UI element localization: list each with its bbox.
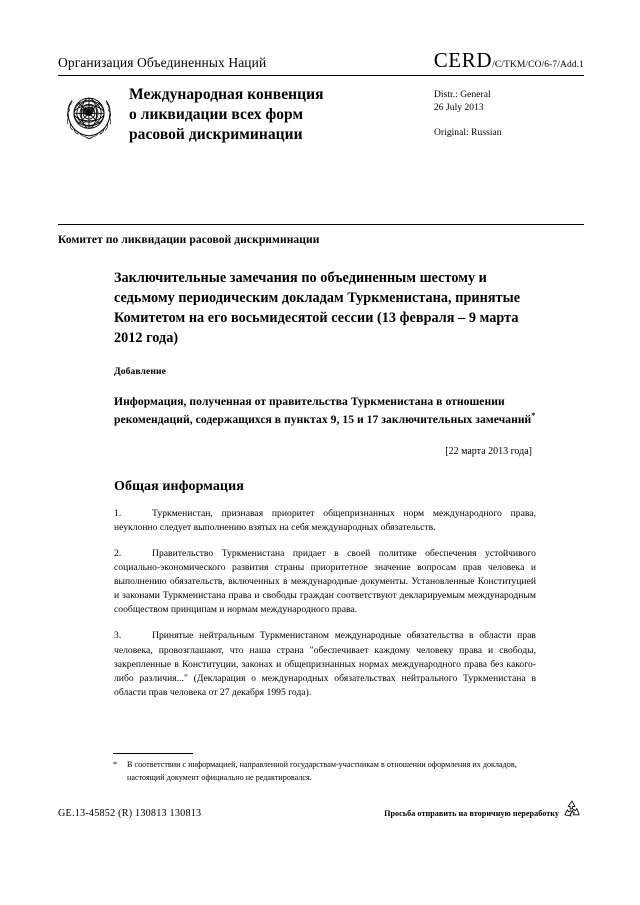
original-language: Original: Russian (434, 127, 502, 138)
page-footer (58, 798, 584, 829)
page-title: Заключительные замечания по объединенным шестому и седьмому периодическим докладам Туркменистана, принятые Комитетом на его восьмидесятой сессии (13 февраля – 9 марта 2012 года) (114, 270, 521, 347)
committee-section-rule (58, 224, 584, 225)
distribution-type: Distr.: General (434, 90, 491, 100)
committee-name: Комитет по ликвидации расовой дискриминации (58, 234, 320, 246)
paragraph-3-text: Принятые нейтральным Туркменистаном международные обязательства в области прав человека, провозглашают, что наша страна "обеспечивает каждому человеку права и свободы, закрепленные в Конституции, законах и общепризнанных нормах международного права без какого-либо различия..." (Декларация о международных обязательствах нейтрального Туркменистана в области прав человека от 27 декабря 1995 года). (114, 630, 536, 698)
paragraph-2 (114, 547, 536, 617)
document-symbol-suffix: /C/TKM/CO/6-7/Add.1 (492, 60, 584, 70)
submission-date: [22 марта 2013 года] (445, 445, 532, 457)
document-symbol (434, 48, 584, 73)
section-heading-general-info: Общая информация (114, 478, 244, 494)
distribution-block (434, 85, 584, 140)
convention-title (129, 85, 428, 145)
addendum-label: Добавление (114, 365, 166, 377)
paragraph-1-number: 1. (114, 507, 122, 519)
document-content (114, 268, 536, 700)
recycle-notice-text: Просьба отправить на вторичную переработку (384, 809, 559, 818)
distribution-spacer (434, 116, 584, 127)
footnote-reference-marker: * (531, 410, 536, 420)
un-emblem-icon (60, 86, 118, 144)
convention-title-line-3: расовой дискриминации (129, 126, 303, 144)
distribution-date: 26 July 2013 (434, 103, 484, 114)
paragraph-1 (114, 507, 536, 535)
footnote-text: В соответствии с информацией, направленной государствам-участникам в отношении оформления их докладов, настоящий документ официально не редактировался. (127, 760, 517, 782)
footnote-marker: * (113, 760, 118, 769)
convention-title-line-1: Международная конвенция (129, 86, 324, 103)
paragraph-1-text: Туркменистан, признавая приоритет общепризнанных норм международного права, неуклонно следует выполнению взятых на себя международных обязательств. (114, 507, 536, 533)
paragraph-3 (114, 629, 536, 699)
document-symbol-prefix: CERD (433, 48, 493, 72)
masthead (58, 48, 584, 145)
recycle-notice (384, 798, 584, 829)
document-subtitle-text: Информация, полученная от правительства Туркменистана в отношении рекомендаций, содержащихся в пунктах 9, 15 и 17 заключительных замечаний (114, 394, 532, 426)
paragraph-2-number: 2. (114, 547, 122, 559)
organization-name: Организация Объединенных Наций (58, 55, 267, 70)
paragraph-3-number: 3. (114, 630, 122, 642)
footnote-separator-rule (113, 753, 193, 754)
recycle-icon (560, 798, 584, 822)
convention-title-line-2: о ликвидации всех форм (129, 106, 304, 124)
footnote (113, 759, 533, 784)
ge-document-code: GE.13-45852 (R) 130813 130813 (58, 808, 202, 819)
document-subtitle (114, 393, 536, 428)
masthead-top-row (58, 48, 584, 75)
paragraph-2-text: Правительство Туркменистана придает в своей политике обеспечения устойчивого социально-экономического развития страны приоритетное значение вопросам прав человека и выполнению обязательств, включенных в международные документы. Установленные Конституцией и законами Туркменистана права и свободы граждан соответствуют декларируемым международным сообществом принципам и нормам международного права. (114, 547, 536, 616)
masthead-body-row (58, 76, 584, 145)
